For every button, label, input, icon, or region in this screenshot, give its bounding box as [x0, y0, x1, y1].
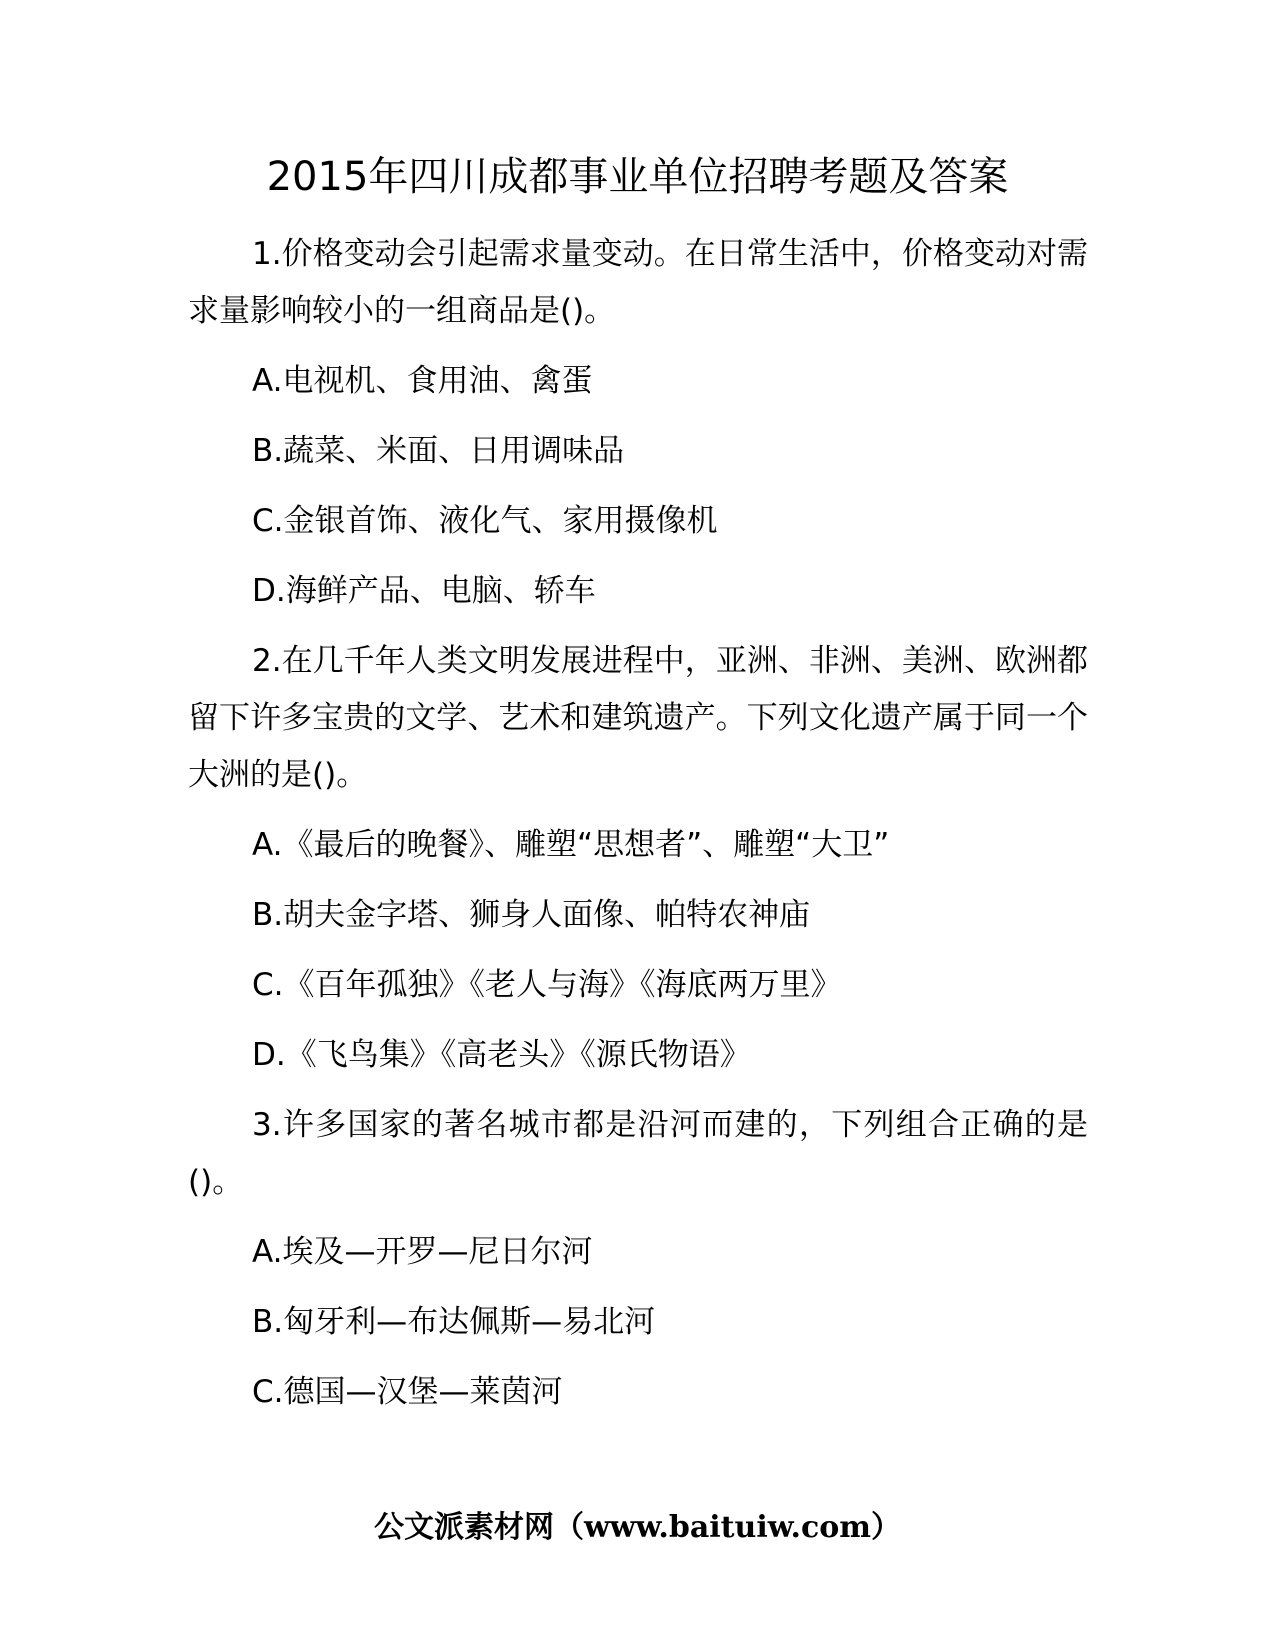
page-footer: 公文派素材网（www.baituiw.com） — [373, 1510, 902, 1545]
question-3-option-a: A.埃及—开罗—尼日尔河 — [252, 1234, 593, 1270]
question-stem-3: 3.许多国家的著名城市都是沿河而建的，下列组合正确的是()。 — [188, 1107, 1088, 1200]
question-1-option-c: C.金银首饰、液化气、家用摄像机 — [252, 503, 718, 539]
question-stem-2: 2.在几千年人类文明发展进程中，亚洲、非洲、美洲、欧洲都留下许多宝贵的文学、艺术和建筑遗产。下列文化遗产属于同一个大洲的是()。 — [188, 643, 1088, 793]
question-3-option-b: B.匈牙利—布达佩斯—易北河 — [252, 1304, 656, 1340]
question-2-option-b: B.胡夫金字塔、狮身人面像、帕特农神庙 — [252, 897, 811, 933]
question-1-option-d: D.海鲜产品、电脑、轿车 — [252, 573, 596, 609]
question-1-option-a: A.电视机、食用油、禽蛋 — [252, 363, 593, 399]
question-2-option-a: A.《最后的晚餐》、雕塑“思想者”、雕塑“大卫” — [252, 827, 890, 863]
question-2-option-d: D.《飞鸟集》《高老头》《源氏物语》 — [252, 1037, 751, 1073]
question-3-option-c: C.德国—汉堡—莱茵河 — [252, 1374, 563, 1410]
question-2-option-c: C.《百年孤独》《老人与海》《海底两万里》 — [252, 967, 842, 1003]
question-stem-1: 1.价格变动会引起需求量变动。在日常生活中，价格变动对需求量影响较小的一组商品是()。 — [188, 236, 1088, 329]
question-list — [188, 226, 1088, 1434]
page-title: 2015年四川成都事业单位招聘考题及答案 — [266, 154, 1009, 200]
question-1-option-b: B.蔬菜、米面、日用调味品 — [252, 433, 625, 469]
